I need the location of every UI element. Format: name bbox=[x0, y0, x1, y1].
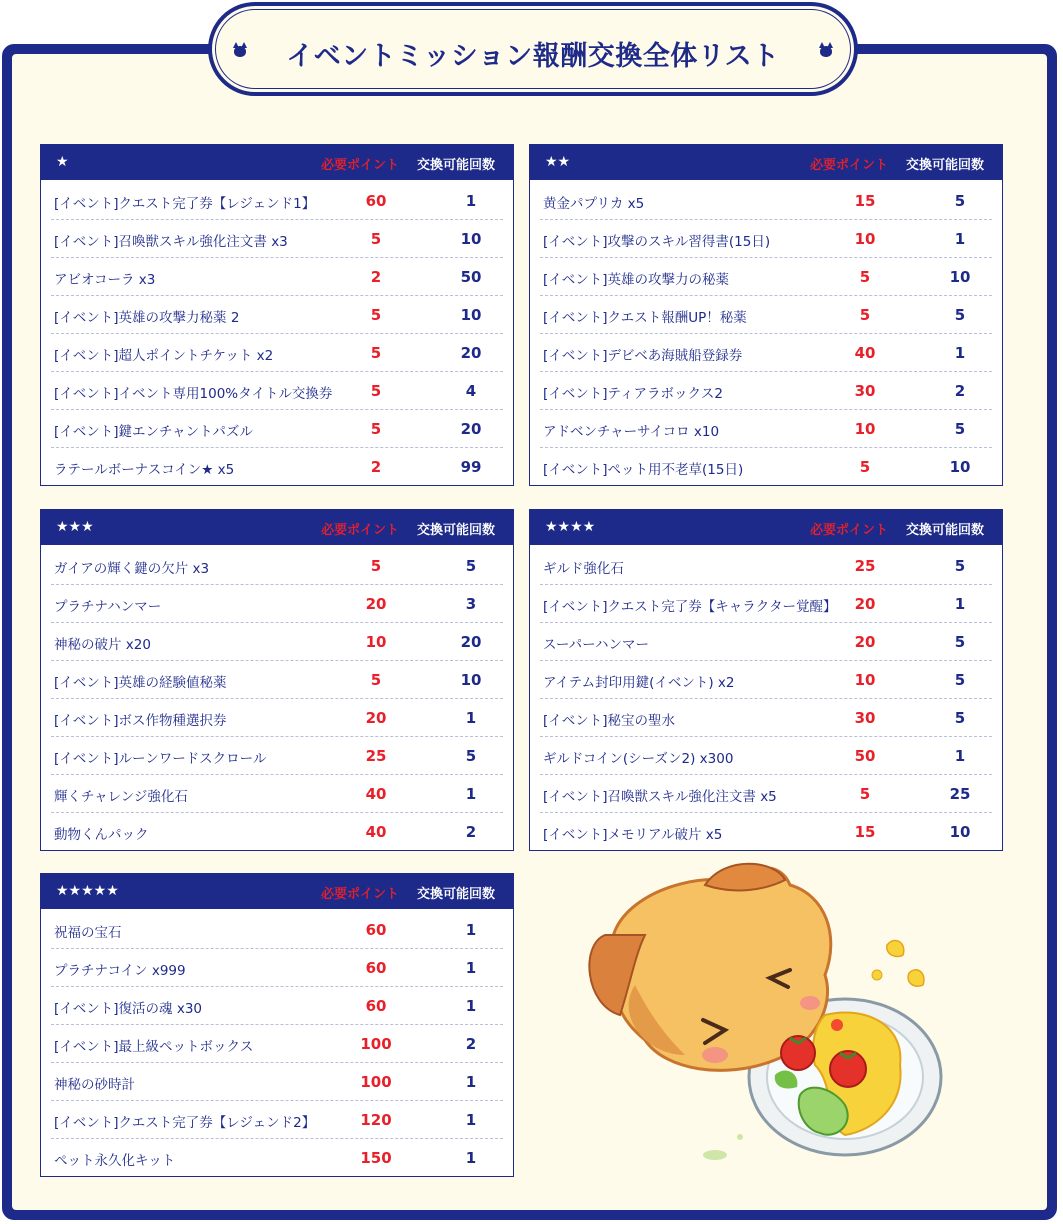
exchange-count: 25 bbox=[949, 785, 971, 803]
table-row bbox=[540, 699, 992, 737]
required-points: 10 bbox=[854, 420, 876, 438]
item-name: アドベンチャーサイコロ x10 bbox=[543, 424, 720, 440]
table-row bbox=[51, 813, 503, 850]
exchange-count: 20 bbox=[460, 344, 482, 362]
item-name: [イベント]復活の魂 x30 bbox=[54, 1001, 202, 1017]
exchange-count: 10 bbox=[460, 671, 482, 689]
table-header bbox=[41, 874, 513, 909]
exchange-count: 20 bbox=[460, 633, 482, 651]
item-name: [イベント]鍵エンチャントパズル bbox=[54, 424, 253, 440]
item-name: [イベント]クエスト報酬UP！秘薬 bbox=[543, 310, 747, 326]
required-points: 25 bbox=[365, 747, 387, 765]
required-points: 150 bbox=[360, 1149, 392, 1167]
item-name: ガイアの輝く鍵の欠片 x3 bbox=[54, 561, 210, 577]
item-name: [イベント]秘宝の聖水 bbox=[543, 713, 676, 729]
table-row bbox=[540, 661, 992, 699]
exchange-count: 5 bbox=[954, 420, 966, 438]
required-points: 10 bbox=[365, 633, 387, 651]
required-points: 20 bbox=[854, 595, 876, 613]
exchange-count: 5 bbox=[465, 747, 477, 765]
required-points: 20 bbox=[365, 595, 387, 613]
table-row bbox=[51, 661, 503, 699]
item-name: [イベント]ペット用不老草(15日) bbox=[543, 462, 744, 478]
item-name: スーパーハンマー bbox=[543, 637, 649, 653]
column-header-count: 交換可能回数 bbox=[906, 158, 985, 173]
table-row bbox=[51, 220, 503, 258]
table-row bbox=[51, 1063, 503, 1101]
table-row bbox=[540, 775, 992, 813]
column-header-points: 必要ポイント bbox=[810, 523, 889, 538]
item-name: プラチナコイン x999 bbox=[54, 963, 186, 979]
table-row bbox=[51, 911, 503, 949]
required-points: 60 bbox=[365, 959, 387, 977]
required-points: 40 bbox=[365, 823, 387, 841]
exchange-count: 1 bbox=[465, 1111, 477, 1129]
exchange-count: 1 bbox=[465, 921, 477, 939]
required-points: 5 bbox=[370, 230, 382, 248]
table-row bbox=[51, 296, 503, 334]
required-points: 40 bbox=[854, 344, 876, 362]
exchange-count: 10 bbox=[460, 306, 482, 324]
exchange-count: 1 bbox=[465, 1149, 477, 1167]
exchange-count: 1 bbox=[465, 709, 477, 727]
table-row bbox=[540, 585, 992, 623]
item-name: [イベント]クエスト完了券【キャラクター覚醒】 bbox=[543, 599, 837, 615]
exchange-count: 5 bbox=[954, 633, 966, 651]
item-name: [イベント]ボス作物種選択券 bbox=[54, 713, 227, 729]
item-name: [イベント]召喚獣スキル強化注文書 x3 bbox=[54, 234, 288, 250]
item-name: [イベント]ティアラボックス2 bbox=[543, 386, 723, 402]
table-row bbox=[51, 1101, 503, 1139]
column-header-points: 必要ポイント bbox=[810, 158, 889, 173]
table-row bbox=[540, 182, 992, 220]
table-row bbox=[51, 1025, 503, 1063]
item-name: [イベント]デビベあ海賊船登録券 bbox=[543, 348, 743, 364]
item-name: [イベント]クエスト完了券【レジェンド2】 bbox=[54, 1115, 316, 1131]
item-name: [イベント]最上級ペットボックス bbox=[54, 1039, 254, 1055]
required-points: 100 bbox=[360, 1073, 392, 1091]
item-name: ギルドコイン(シーズン2) x300 bbox=[543, 751, 734, 767]
table-row bbox=[51, 258, 503, 296]
item-name: [イベント]英雄の攻撃力の秘薬 bbox=[543, 272, 730, 288]
required-points: 60 bbox=[365, 997, 387, 1015]
star-rank-label: ★★★★★ bbox=[56, 883, 119, 899]
item-name: アビオコーラ x3 bbox=[54, 272, 156, 288]
title-banner bbox=[208, 2, 858, 96]
required-points: 20 bbox=[854, 633, 876, 651]
required-points: 15 bbox=[854, 192, 876, 210]
exchange-count: 4 bbox=[465, 382, 477, 400]
exchange-count: 5 bbox=[465, 557, 477, 575]
column-header-count: 交換可能回数 bbox=[417, 158, 496, 173]
page-title: イベントミッション報酬交換全体リスト bbox=[286, 41, 780, 72]
table-row bbox=[540, 258, 992, 296]
exchange-count: 5 bbox=[954, 671, 966, 689]
item-name: [イベント]超人ポイントチケット x2 bbox=[54, 348, 274, 364]
reward-table-2star bbox=[529, 144, 1003, 486]
exchange-count: 1 bbox=[465, 959, 477, 977]
required-points: 5 bbox=[370, 306, 382, 324]
item-name: ラテールボーナスコイン★ x5 bbox=[54, 462, 235, 478]
table-header bbox=[41, 510, 513, 545]
exchange-count: 2 bbox=[954, 382, 966, 400]
column-header-points: 必要ポイント bbox=[321, 523, 400, 538]
table-row bbox=[51, 737, 503, 775]
table-row bbox=[540, 220, 992, 258]
reward-table-3star bbox=[40, 509, 514, 851]
required-points: 25 bbox=[854, 557, 876, 575]
required-points: 5 bbox=[370, 671, 382, 689]
table-header bbox=[530, 145, 1002, 180]
table-header bbox=[41, 145, 513, 180]
table-row bbox=[540, 737, 992, 775]
star-rank-label: ★★ bbox=[545, 154, 571, 170]
reward-table-4star bbox=[529, 509, 1003, 851]
required-points: 40 bbox=[365, 785, 387, 803]
exchange-count: 50 bbox=[460, 268, 482, 286]
table-row bbox=[540, 410, 992, 448]
item-name: [イベント]英雄の経験値秘薬 bbox=[54, 675, 227, 691]
required-points: 5 bbox=[859, 785, 871, 803]
required-points: 5 bbox=[370, 557, 382, 575]
table-row bbox=[540, 296, 992, 334]
exchange-count: 5 bbox=[954, 557, 966, 575]
item-name: 神秘の破片 x20 bbox=[54, 637, 151, 653]
item-name: [イベント]召喚獣スキル強化注文書 x5 bbox=[543, 789, 777, 805]
table-row bbox=[51, 585, 503, 623]
table-row bbox=[51, 334, 503, 372]
star-rank-label: ★ bbox=[56, 154, 69, 170]
item-name: [イベント]英雄の攻撃力秘薬 2 bbox=[54, 310, 240, 326]
exchange-count: 1 bbox=[465, 192, 477, 210]
table-row bbox=[51, 987, 503, 1025]
item-name: [イベント]メモリアル破片 x5 bbox=[543, 827, 723, 843]
table-row bbox=[51, 182, 503, 220]
item-name: [イベント]イベント専用100%タイトル交換券 bbox=[54, 386, 333, 402]
required-points: 100 bbox=[360, 1035, 392, 1053]
table-row bbox=[51, 372, 503, 410]
table-row bbox=[51, 448, 503, 485]
column-header-points: 必要ポイント bbox=[321, 158, 400, 173]
exchange-count: 2 bbox=[465, 1035, 477, 1053]
exchange-count: 10 bbox=[949, 823, 971, 841]
exchange-count: 1 bbox=[465, 785, 477, 803]
mascot-illustration bbox=[575, 855, 975, 1175]
item-name: プラチナハンマー bbox=[54, 599, 162, 615]
table-row bbox=[51, 410, 503, 448]
exchange-count: 2 bbox=[465, 823, 477, 841]
star-rank-label: ★★★ bbox=[56, 519, 94, 535]
exchange-count: 10 bbox=[460, 230, 482, 248]
column-header-points: 必要ポイント bbox=[321, 887, 400, 902]
item-name: [イベント]クエスト完了券【レジェンド1】 bbox=[54, 196, 316, 212]
required-points: 5 bbox=[859, 268, 871, 286]
item-name: 祝福の宝石 bbox=[54, 925, 122, 941]
exchange-count: 5 bbox=[954, 192, 966, 210]
exchange-count: 3 bbox=[465, 595, 477, 613]
exchange-count: 1 bbox=[954, 747, 966, 765]
table-row bbox=[51, 547, 503, 585]
table-header bbox=[530, 510, 1002, 545]
item-name: 黄金パプリカ x5 bbox=[543, 196, 645, 212]
required-points: 10 bbox=[854, 230, 876, 248]
column-header-count: 交換可能回数 bbox=[906, 523, 985, 538]
item-name: アイテム封印用鍵(イベント) x2 bbox=[543, 675, 735, 691]
required-points: 10 bbox=[854, 671, 876, 689]
exchange-count: 1 bbox=[465, 997, 477, 1015]
table-row bbox=[51, 775, 503, 813]
item-name: ギルド強化石 bbox=[543, 561, 624, 577]
exchange-count: 99 bbox=[460, 458, 482, 476]
table-row bbox=[540, 448, 992, 485]
required-points: 60 bbox=[365, 192, 387, 210]
reward-table-5star bbox=[40, 873, 514, 1177]
item-name: 神秘の砂時計 bbox=[54, 1077, 135, 1093]
reward-table-1star bbox=[40, 144, 514, 486]
exchange-count: 1 bbox=[954, 230, 966, 248]
item-name: ペット永久化キット bbox=[54, 1153, 176, 1169]
required-points: 60 bbox=[365, 921, 387, 939]
column-header-count: 交換可能回数 bbox=[417, 887, 496, 902]
exchange-count: 1 bbox=[465, 1073, 477, 1091]
table-row bbox=[51, 623, 503, 661]
item-name: [イベント]ルーンワードスクロール bbox=[54, 751, 267, 767]
required-points: 20 bbox=[365, 709, 387, 727]
exchange-count: 20 bbox=[460, 420, 482, 438]
exchange-count: 1 bbox=[954, 595, 966, 613]
exchange-count: 5 bbox=[954, 306, 966, 324]
required-points: 50 bbox=[854, 747, 876, 765]
table-row bbox=[51, 1139, 503, 1176]
cat-ear-ornament-icon bbox=[820, 46, 832, 57]
required-points: 5 bbox=[370, 420, 382, 438]
exchange-count: 1 bbox=[954, 344, 966, 362]
required-points: 15 bbox=[854, 823, 876, 841]
required-points: 30 bbox=[854, 709, 876, 727]
item-name: [イベント]攻撃のスキル習得書(15日) bbox=[543, 234, 771, 250]
required-points: 2 bbox=[370, 268, 382, 286]
item-name: 輝くチャレンジ強化石 bbox=[54, 789, 188, 805]
table-row bbox=[51, 699, 503, 737]
exchange-count: 5 bbox=[954, 709, 966, 727]
item-name: 動物くんパック bbox=[54, 827, 149, 843]
table-row bbox=[51, 949, 503, 987]
required-points: 30 bbox=[854, 382, 876, 400]
table-row bbox=[540, 372, 992, 410]
exchange-count: 10 bbox=[949, 458, 971, 476]
required-points: 5 bbox=[859, 458, 871, 476]
star-rank-label: ★★★★ bbox=[545, 519, 596, 535]
exchange-count: 10 bbox=[949, 268, 971, 286]
table-row bbox=[540, 334, 992, 372]
table-row bbox=[540, 547, 992, 585]
table-row bbox=[540, 623, 992, 661]
required-points: 120 bbox=[360, 1111, 392, 1129]
required-points: 2 bbox=[370, 458, 382, 476]
table-row bbox=[540, 813, 992, 850]
required-points: 5 bbox=[370, 344, 382, 362]
column-header-count: 交換可能回数 bbox=[417, 523, 496, 538]
required-points: 5 bbox=[859, 306, 871, 324]
required-points: 5 bbox=[370, 382, 382, 400]
